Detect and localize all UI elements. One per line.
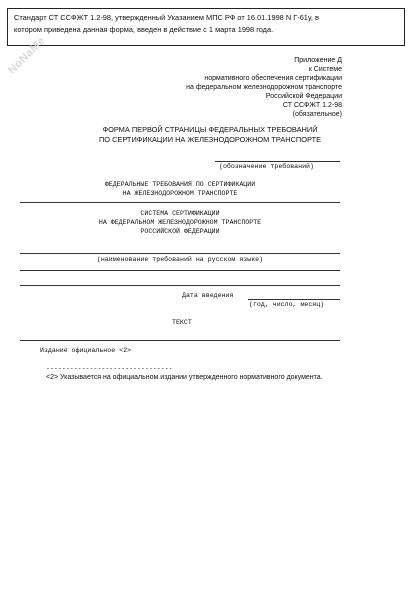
date-label: Дата введения <box>182 292 234 299</box>
name-input-line <box>20 253 340 254</box>
appendix-line-3: нормативного обеспечения сертификации <box>204 75 342 82</box>
appendix-block <box>186 56 342 119</box>
separator-line-2 <box>20 270 340 271</box>
federal-requirements-heading <box>20 180 340 198</box>
footnote-separator: -------------------------------- <box>46 365 173 372</box>
federal-line-2: НА ЖЕЛЕЗНОДОРОЖНОМ ТРАНСПОРТЕ <box>122 190 238 197</box>
separator-line-4 <box>20 340 340 341</box>
name-caption: (наименование требований на русском языке) <box>96 256 264 263</box>
form-title-line-1: ФОРМА ПЕРВОЙ СТРАНИЦЫ ФЕДЕРАЛЬНЫХ ТРЕБОВАНИЙ <box>102 125 318 134</box>
appendix-line-2: к Системе <box>308 66 342 73</box>
form-title <box>0 125 420 145</box>
appendix-line-1: Приложение Д <box>294 57 342 64</box>
footnote-text: <2> Указывается на официальном издании утвержденного нормативного документа. <box>46 374 323 381</box>
appendix-line-6: СТ ССФЖТ 1.2-98 <box>282 102 342 109</box>
system-line-2: НА ФЕДЕРАЛЬНОМ ЖЕЛЕЗНОДОРОЖНОМ ТРАНСПОРТЕ <box>98 219 262 226</box>
appendix-line-7: (обязательное) <box>292 111 342 118</box>
appendix-line-4: на федеральном железнодорожном транспорте <box>186 84 342 91</box>
text-label: ТЕКСТ <box>172 319 192 326</box>
system-line-1: СИСТЕМА СЕРТИФИКАЦИИ <box>140 210 220 217</box>
designation-caption: (обозначение требований) <box>219 163 314 170</box>
separator-line-3 <box>20 285 340 286</box>
appendix-line-5: Российской Федерации <box>265 93 342 100</box>
header-line-2: котором приведена данная форма, введен в действие с 1 марта 1998 года. <box>14 25 274 34</box>
federal-line-1: ФЕДЕРАЛЬНЫЕ ТРЕБОВАНИЯ ПО СЕРТИФИКАЦИИ <box>104 181 256 188</box>
system-line-3: РОССИЙСКОЙ ФЕДЕРАЦИИ <box>140 228 220 235</box>
date-caption: (год, число, месяц) <box>249 301 325 308</box>
separator-line-1 <box>20 202 340 203</box>
watermark: NoNaMe <box>6 34 48 77</box>
form-title-line-2: ПО СЕРТИФИКАЦИИ НА ЖЕЛЕЗНОДОРОЖНОМ ТРАНСПОРТЕ <box>98 135 322 144</box>
header-line-1: Стандарт СТ ССФЖТ 1.2-98, утвержденный Указанием МПС РФ от 16.01.1998 N Г-61у, в <box>14 13 319 22</box>
official-edition-label: Издание официальное <2> <box>40 347 132 354</box>
certification-system-heading <box>20 209 340 236</box>
